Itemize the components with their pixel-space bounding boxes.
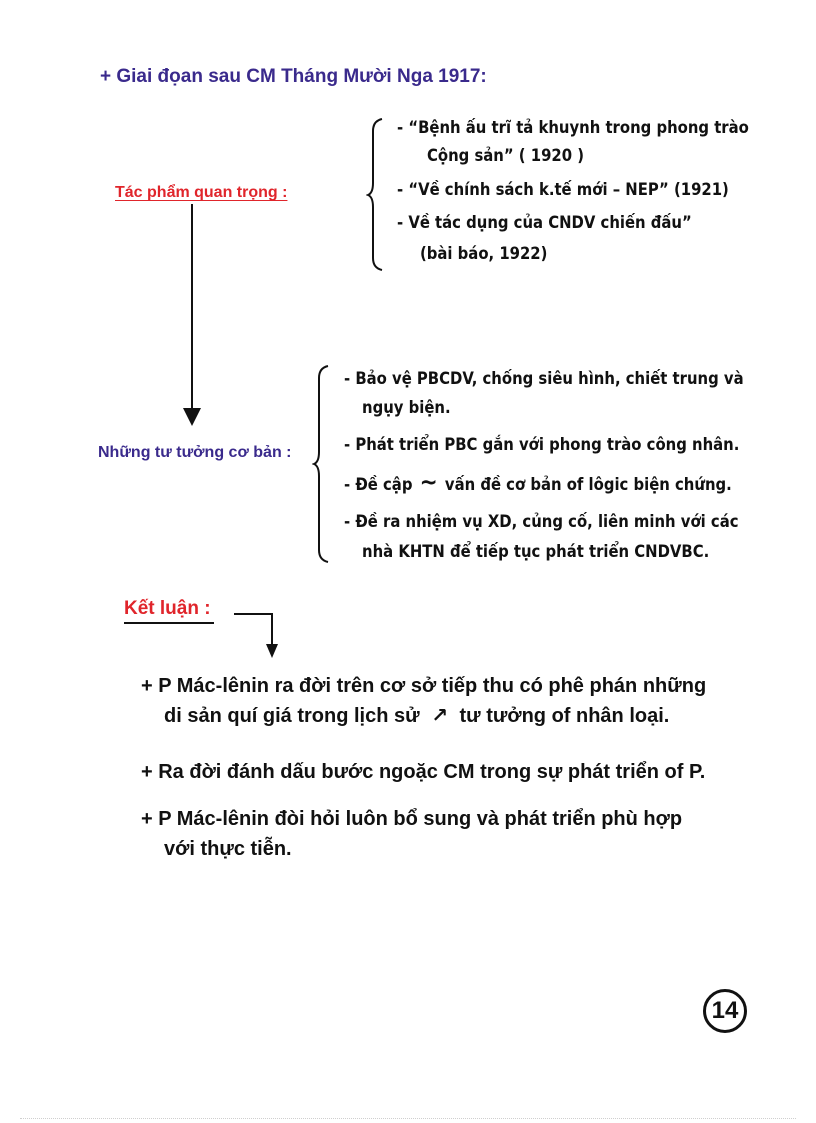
idea-item-pre: - Đề cập — [344, 475, 413, 494]
works-label: Tác phẩm quan trọng : — [115, 184, 288, 201]
idea-item-post: vấn đề cơ bản of lôgic biện chứng. — [444, 475, 732, 494]
conclusion-underline — [124, 622, 214, 624]
conclusion-item: + Ra đời đánh dấu bước ngoặc CM trong sự phát triển of P. — [141, 761, 706, 783]
footer-divider — [20, 1118, 796, 1119]
ideas-brace-icon — [312, 364, 332, 564]
conclusion-item-post: tư tưởng of nhân loại. — [459, 705, 670, 727]
idea-item: - Phát triển PBC gắn với phong trào công nhân. — [344, 435, 740, 454]
idea-item: - Bảo vệ PBCDV, chống siêu hình, chiết trung và — [344, 369, 744, 388]
conclusion-item-cont — [164, 701, 669, 731]
conclusion-item: + P Mác-lênin ra đời trên cơ sở tiếp thu có phê phán những — [141, 675, 707, 697]
idea-item — [344, 468, 732, 496]
idea-item-cont: ngụy biện. — [362, 398, 451, 417]
down-arrow-icon — [180, 204, 204, 428]
idea-item-cont: nhà KHTN để tiếp tục phát triển CNDVBC. — [362, 542, 710, 561]
conclusion-item-cont: với thực tiễn. — [164, 838, 292, 860]
conclusion-item-pre: di sản quí giá trong lịch sử — [164, 705, 420, 727]
idea-item: - Đề ra nhiệm vụ XD, củng cố, liên minh với các — [344, 512, 739, 531]
conclusion-item: + P Mác-lênin đòi hỏi luôn bổ sung và phát triển phù hợp — [141, 808, 683, 830]
work-item: - “Về chính sách k.tế mới – NEP” (1921) — [397, 180, 729, 199]
up-right-arrow-icon: ↗ — [431, 705, 448, 727]
work-item-cont: (bài báo, 1922) — [420, 244, 548, 263]
work-item: - Về tác dụng của CNDV chiến đấu” — [397, 213, 692, 232]
page-number: 14 — [703, 989, 747, 1033]
tilde-symbol: ~ — [419, 468, 438, 496]
ideas-label: Những tư tưởng cơ bản : — [98, 444, 292, 461]
work-item-cont: Cộng sản” ( 1920 ) — [427, 146, 585, 165]
conclusion-label: Kết luận : — [124, 598, 211, 619]
elbow-arrow-icon — [232, 608, 284, 660]
works-brace-icon — [366, 117, 386, 272]
section-heading: + Giai đọan sau CM Tháng Mười Nga 1917: — [100, 66, 487, 87]
work-item: - “Bệnh ấu trĩ tả khuynh trong phong trào — [397, 118, 749, 137]
